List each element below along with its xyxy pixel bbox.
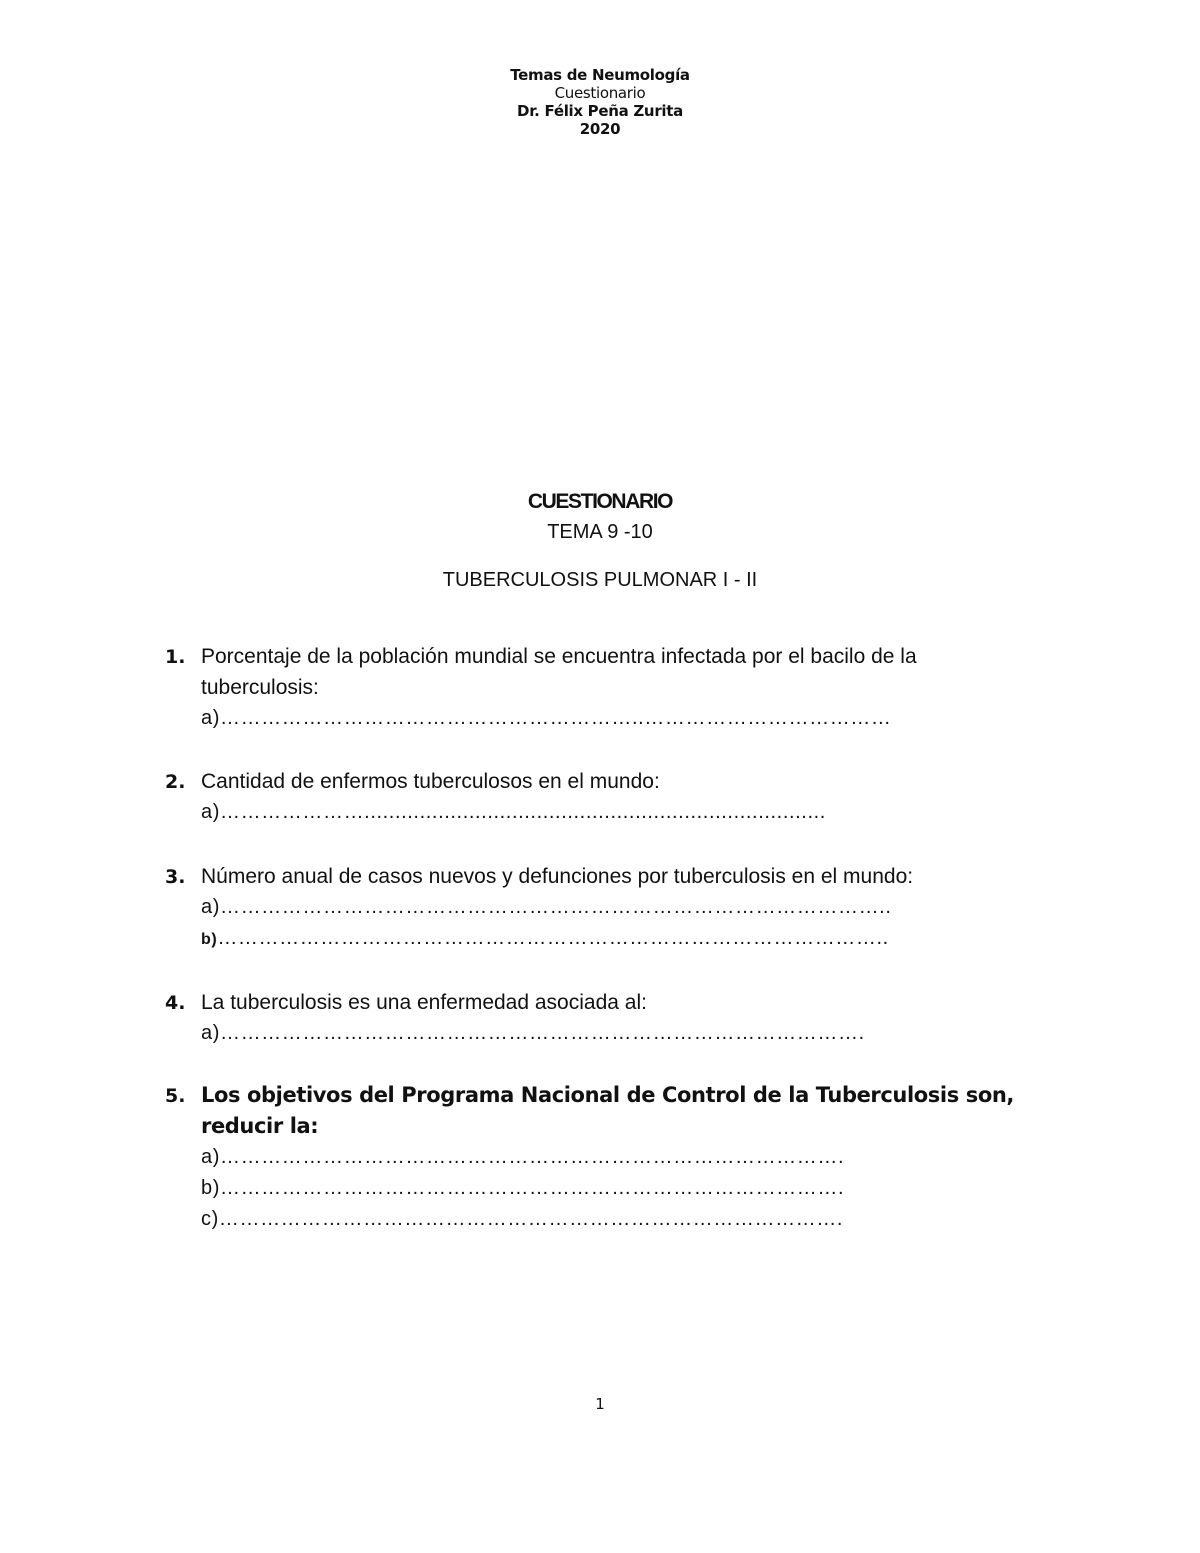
answer-label: a)	[201, 1022, 220, 1044]
question-number: 4.	[165, 992, 186, 1014]
answer-line-c[interactable]	[201, 1204, 1025, 1235]
answer-blank: ……………………………………………………………………………………..	[219, 896, 892, 918]
question-5	[165, 1080, 1025, 1235]
answer-line-a[interactable]	[201, 797, 1025, 828]
answer-line-b[interactable]	[201, 923, 1025, 955]
answer-line-a[interactable]	[201, 892, 1025, 923]
answer-label: a)	[201, 707, 220, 729]
answer-line-a[interactable]	[201, 1018, 1025, 1049]
question-3	[165, 861, 1025, 955]
header-year: 2020	[579, 120, 621, 138]
topic-number: TEMA 9 -10	[547, 521, 653, 543]
answer-blank: …………………...........................................................................	[219, 801, 826, 823]
answer-line-a[interactable]	[201, 1142, 1025, 1173]
topic-title: TUBERCULOSIS PULMONAR I - II	[442, 569, 758, 591]
header-course-title: Temas de Neumología	[510, 66, 690, 84]
question-text: Cantidad de enfermos tuberculosos en el mundo:	[201, 770, 660, 793]
question-text: Porcentaje de la población mundial se encuentra infectada por el bacilo de la tuberculosis:	[201, 645, 917, 699]
question-number: 2.	[165, 771, 186, 793]
answer-label: b)	[201, 931, 218, 948]
question-number: 5.	[165, 1085, 186, 1107]
answer-label: a)	[201, 896, 220, 918]
answer-line-a[interactable]	[201, 703, 1025, 734]
page-title: CUESTIONARIO	[527, 490, 673, 513]
answer-label: a)	[201, 801, 220, 823]
answer-blank: ………………………………………………………………………………….	[219, 1022, 865, 1044]
answer-blank: ……………………………………………………………………………….	[219, 1146, 845, 1168]
answer-label: a)	[201, 1146, 220, 1168]
question-text: Los objetivos del Programa Nacional de Control de la Tuberculosis son, reducir la:	[201, 1083, 1014, 1138]
question-text: Número anual de casos nuevos y defunciones por tuberculosis en el mundo:	[201, 865, 914, 888]
question-1	[165, 641, 1025, 734]
document-header	[0, 66, 1200, 138]
question-text: La tuberculosis es una enfermedad asociada al:	[201, 991, 647, 1014]
answer-label: c)	[201, 1208, 219, 1230]
answer-blank: ……………………………………………………..………………………………	[219, 707, 892, 729]
question-number: 1.	[165, 646, 186, 668]
answer-blank: ……………………………………………………………………………………..	[217, 927, 889, 949]
question-number: 3.	[165, 866, 186, 888]
question-4	[165, 987, 1025, 1049]
answer-line-b[interactable]	[201, 1173, 1025, 1204]
answer-label: b)	[201, 1177, 220, 1199]
header-document-type: Cuestionario	[554, 84, 646, 102]
answer-blank: ……………………………………………………………………………….	[218, 1208, 844, 1230]
page-number: 1	[595, 1395, 605, 1413]
answer-blank: ……………………………………………………………………………….	[219, 1177, 845, 1199]
header-author: Dr. Félix Peña Zurita	[517, 102, 683, 120]
question-2	[165, 766, 1025, 828]
title-block	[0, 487, 1200, 595]
